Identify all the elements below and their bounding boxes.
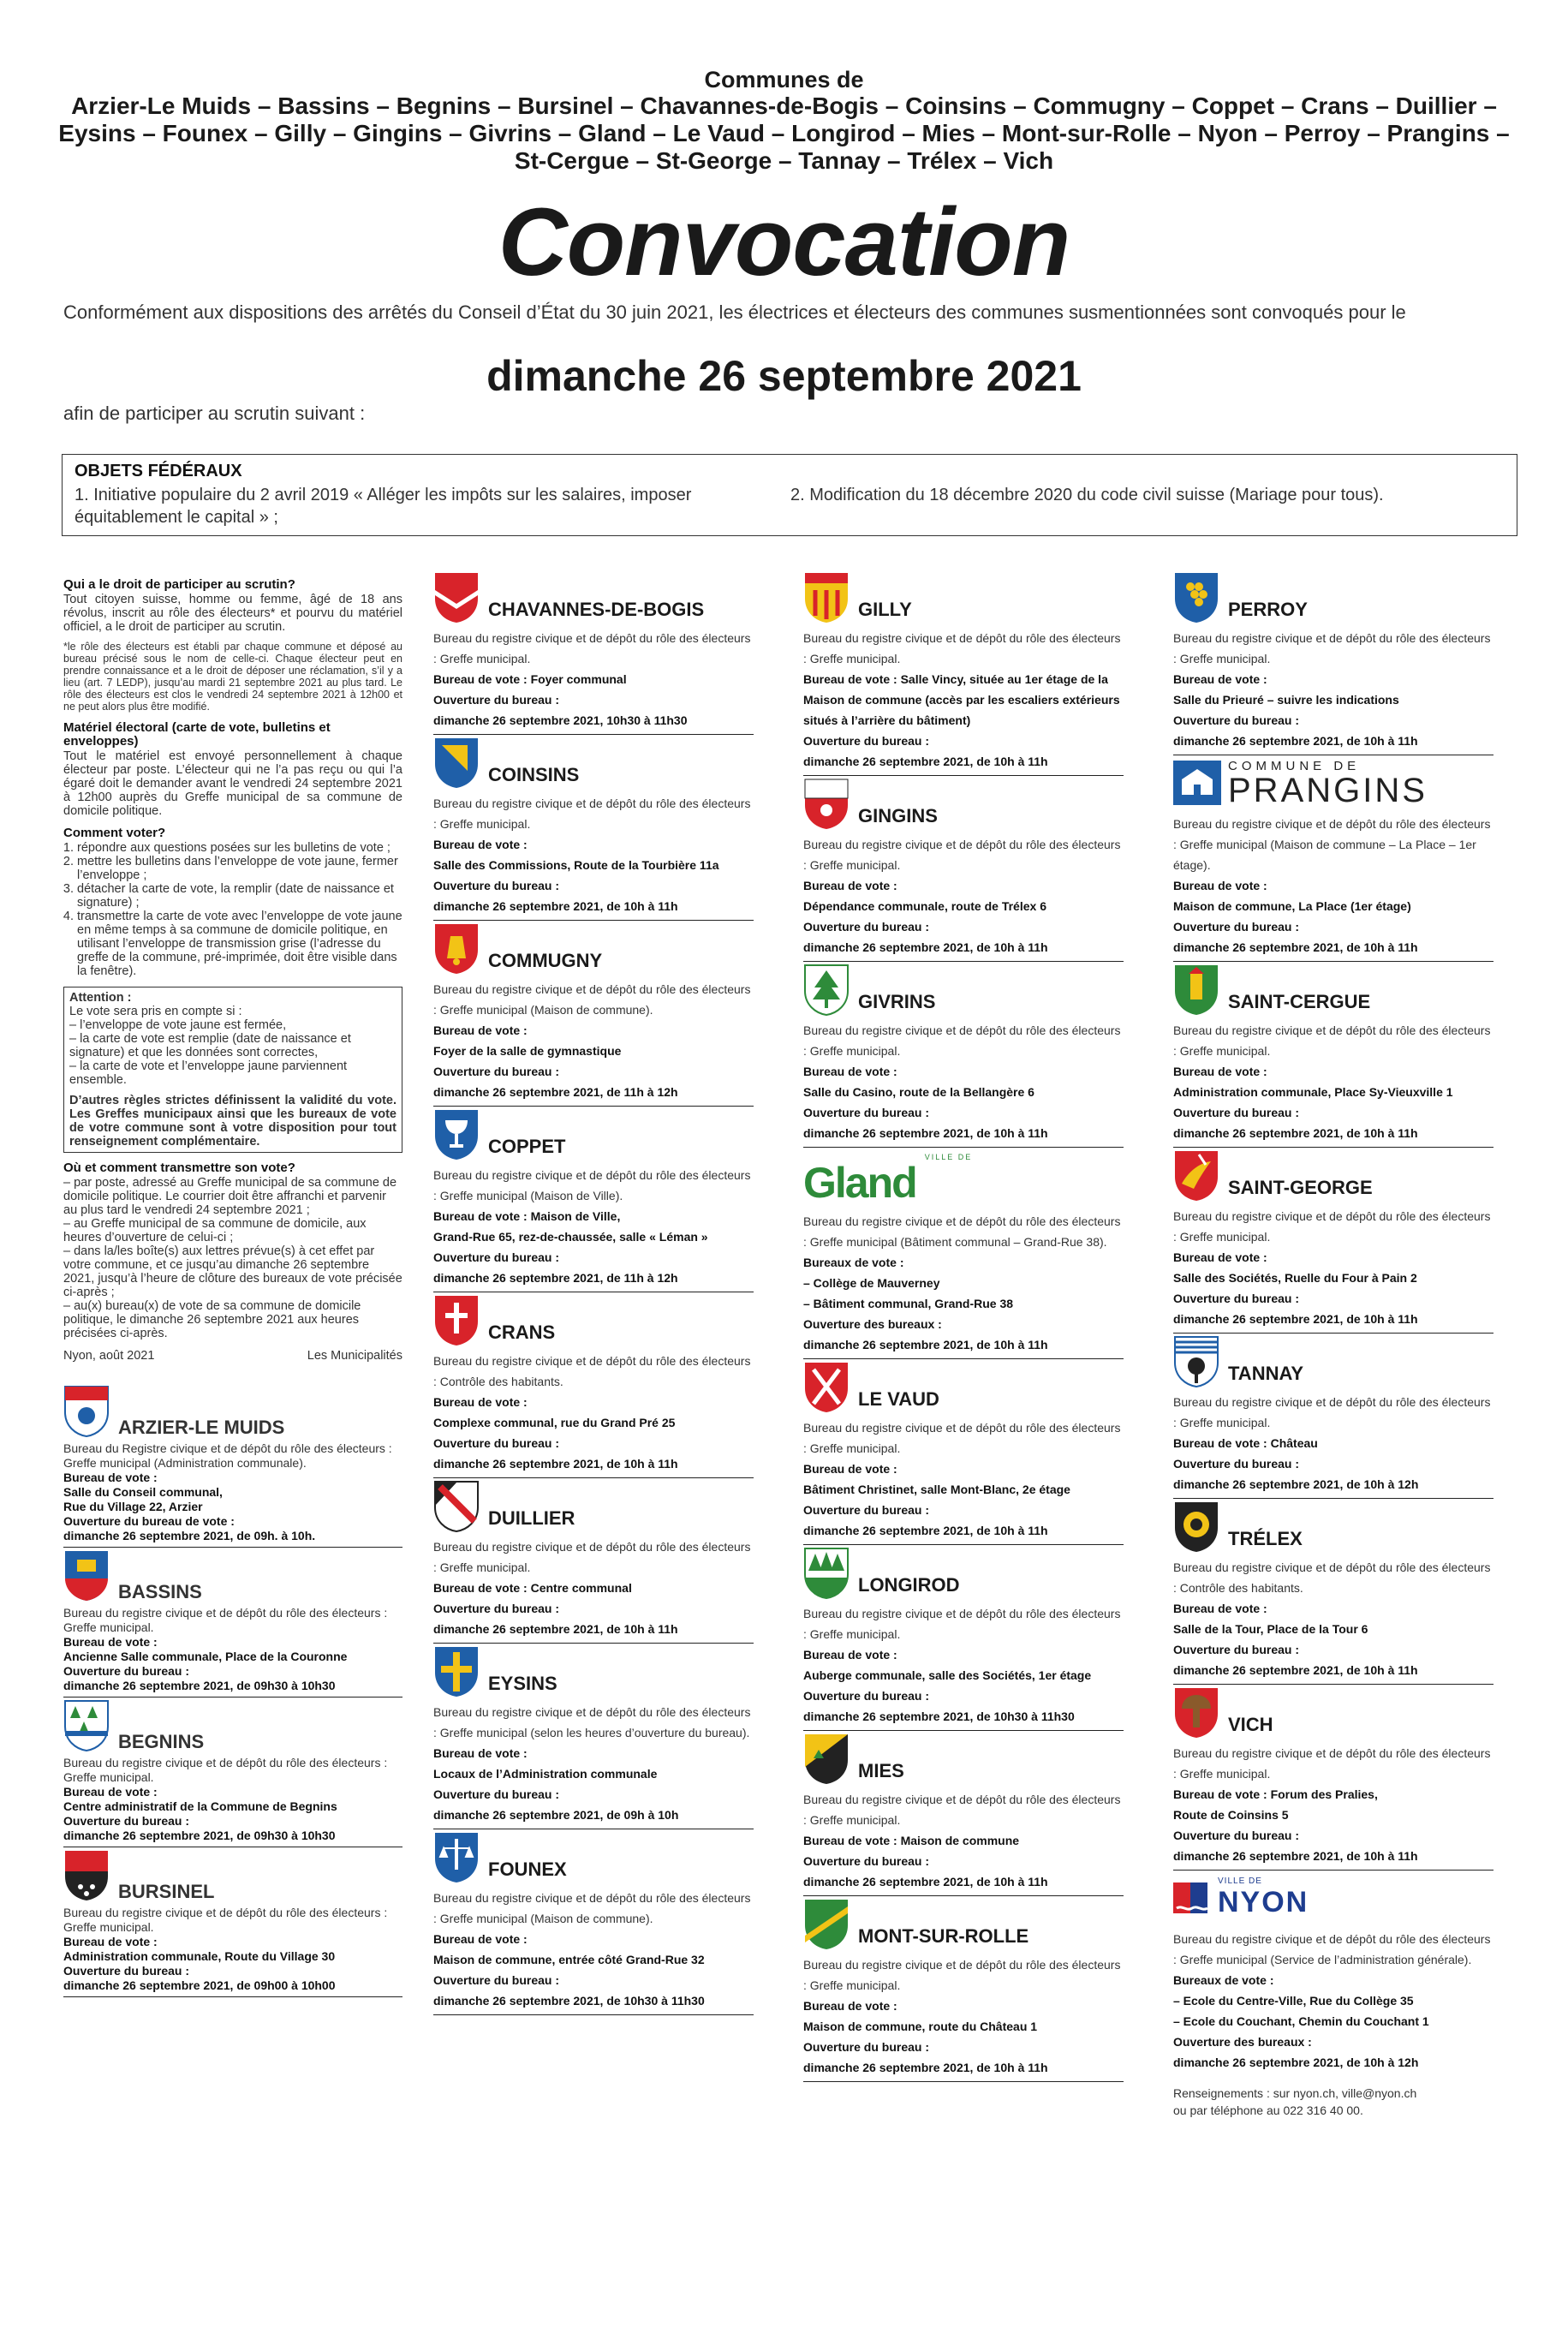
commune-line: dimanche 26 septembre 2021, de 10h30 à 11h30	[433, 1994, 705, 2008]
commune-name: LONGIROD	[858, 1574, 960, 1596]
commune-bassins	[63, 1548, 402, 1698]
commune-line: dimanche 26 septembre 2021, de 10h à 11h	[803, 940, 1048, 954]
commune-line: Ouverture du bureau :	[803, 1106, 930, 1119]
commune-name: DUILLIER	[488, 1507, 575, 1529]
commune-line: Bureau de vote :	[433, 1932, 528, 1946]
montsurrolle-crest-icon	[803, 1898, 850, 1951]
commune-name: CHAVANNES-DE-BOGIS	[488, 599, 705, 620]
commune-line: Ouverture du bureau :	[63, 1964, 190, 1978]
commugny-crest-icon	[433, 922, 480, 976]
commune-line: Administration communale, Place Sy-Vieuxville 1	[1173, 1085, 1453, 1099]
commune-line: Administration communale, Route du Village 30	[63, 1949, 336, 1963]
commune-line: Bureau de vote :	[1173, 1602, 1267, 1615]
commune-line: dimanche 26 septembre 2021, de 10h à 11h	[433, 899, 678, 913]
commune-line: Bureau de vote : Forum des Pralies,	[1173, 1787, 1378, 1801]
commune-line: Ouverture du bureau :	[433, 1602, 560, 1615]
commune-line: Bureau de vote :	[1173, 1250, 1267, 1264]
commune-chavannes	[433, 570, 754, 735]
column-3	[803, 570, 1124, 2082]
commune-commugny	[433, 921, 754, 1107]
commune-line: Ouverture du bureau :	[433, 1973, 560, 1987]
commune-name: COMMUGNY	[488, 950, 603, 971]
commune-line: dimanche 26 septembre 2021, de 11h à 12h	[433, 1271, 678, 1285]
commune-line: dimanche 26 septembre 2021, de 10h à 11h	[1173, 1312, 1418, 1326]
commune-name: TANNAY	[1228, 1363, 1304, 1384]
header-over: Communes de	[704, 67, 864, 92]
commune-line: Ouverture des bureaux :	[1173, 2035, 1312, 2049]
commune-name: MIES	[858, 1760, 904, 1781]
commune-line: Auberge communale, salle des Sociétés, 1er étage	[803, 1668, 1092, 1682]
commune-tannay	[1173, 1334, 1493, 1499]
vote-date: dimanche 26 septembre 2021	[486, 352, 1082, 400]
commune-mies	[803, 1731, 1124, 1896]
commune-montsurrolle	[803, 1896, 1124, 2082]
commune-prangins	[1173, 755, 1493, 962]
commune-line: Bureau du registre civique et de dépôt du rôle des électeurs : Contrôle des habitants.	[1173, 1560, 1491, 1595]
column-4	[1173, 570, 1493, 2122]
step-item: 3. détacher la carte de vote, la remplir (date de naissance et signature) ;	[77, 882, 402, 910]
commune-name: LE VAUD	[858, 1388, 939, 1410]
commune-line: Bureaux de vote :	[803, 1256, 904, 1269]
commune-saintcergue	[1173, 962, 1493, 1148]
commune-line: Ouverture du bureau de vote :	[63, 1514, 235, 1528]
commune-name: GINGINS	[858, 805, 938, 826]
commune-name: SAINT-GEORGE	[1228, 1177, 1373, 1198]
commune-line: Ouverture du bureau :	[1173, 920, 1300, 934]
nyon-logo-text: NYON	[1218, 1886, 1309, 1918]
step-item: 4. transmettre la carte de vote avec l’enveloppe de vote jaune en même temps à sa commune de domicile politique, en utilisant l’enveloppe de transmission grise (l’adresse du greffe de la commune, pré-imprimée, doit être visible dans la fenêtre).	[77, 910, 402, 978]
commune-line: Ouverture du bureau :	[63, 1664, 190, 1678]
commune-line: Bureau du Registre civique et de dépôt du rôle des électeurs : Greffe municipal (Administration communale).	[63, 1441, 392, 1470]
column-2	[433, 570, 754, 2015]
signature-line	[63, 1349, 402, 1363]
commune-line: Ouverture du bureau :	[1173, 1292, 1300, 1305]
commune-line: Ouverture du bureau :	[803, 1689, 930, 1703]
header	[0, 67, 1568, 175]
where-item: – au(x) bureau(x) de vote de sa commune de domicile politique, le dimanche 26 septembre 2021 aux heures précisées ci-après.	[63, 1299, 402, 1340]
commune-line: Bureau du registre civique et de dépôt du rôle des électeurs : Greffe municipal (Maison de commune).	[433, 982, 751, 1017]
levaud-crest-icon	[803, 1361, 850, 1414]
commune-line: Maison de commune, La Place (1er étage)	[1173, 899, 1411, 913]
signed-by: Les Municipalités	[307, 1349, 402, 1363]
commune-founex	[433, 1829, 754, 2015]
commune-line: Bureau de vote :	[803, 1462, 897, 1476]
federal-object-1: 1. Initiative populaire du 2 avril 2019 « Alléger les impôts sur les salaires, imposer équitablement le capital » ;	[75, 486, 692, 527]
attention-list	[69, 1018, 396, 1087]
begnins-crest-icon	[63, 1699, 110, 1752]
commune-line: Bureau du registre civique et de dépôt du rôle des électeurs : Greffe municipal.	[433, 797, 751, 831]
commune-line: Bureau de vote :	[1173, 672, 1267, 686]
saintgeorge-crest-icon	[1173, 1149, 1219, 1202]
commune-line: Ouverture du bureau :	[1173, 1106, 1300, 1119]
commune-line: Ouverture du bureau :	[1173, 1643, 1300, 1656]
commune-line: dimanche 26 septembre 2021, de 10h à 11h	[803, 1524, 1048, 1537]
commune-line: Bureau du registre civique et de dépôt du rôle des électeurs : Greffe municipal (Maison de commune – La Place – 1er étage).	[1173, 817, 1491, 872]
federal-heading: OBJETS FÉDÉRAUX	[75, 462, 242, 480]
commune-name: COPPET	[488, 1136, 566, 1157]
info-column	[63, 570, 402, 1997]
commune-line: dimanche 26 septembre 2021, 10h30 à 11h30	[433, 713, 688, 727]
commune-name: FOUNEX	[488, 1859, 567, 1880]
trelex-crest-icon	[1173, 1501, 1219, 1554]
commune-line: Ouverture du bureau :	[433, 693, 560, 707]
commune-line: Bureau du registre civique et de dépôt du rôle des électeurs : Greffe municipal.	[1173, 1746, 1491, 1781]
commune-line: Bureau du registre civique et de dépôt du rôle des électeurs : Contrôle des habitants.	[433, 1354, 751, 1388]
commune-line: Centre administratif de la Commune de Begnins	[63, 1799, 337, 1813]
commune-line: Ouverture du bureau :	[433, 1065, 560, 1078]
duillier-crest-icon	[433, 1480, 480, 1533]
commune-line: Ouverture du bureau :	[63, 1814, 190, 1828]
commune-line: Bureau de vote :	[433, 1023, 528, 1037]
commune-gilly	[803, 570, 1124, 776]
commune-line: Ancienne Salle communale, Place de la Couronne	[63, 1650, 348, 1663]
commune-vich	[1173, 1685, 1493, 1871]
commune-line: Bureau de vote : Château	[1173, 1436, 1318, 1450]
page-title: Convocation	[498, 188, 1070, 295]
commune-line: dimanche 26 septembre 2021, de 10h à 11h	[803, 1875, 1048, 1888]
commune-line: – Ecole du Couchant, Chemin du Couchant 1	[1173, 2014, 1429, 2028]
commune-line: Bureau du registre civique et de dépôt du rôle des électeurs : Greffe municipal (Bâtiment communal – Grand-Rue 38).	[803, 1214, 1121, 1249]
commune-line: Salle des Sociétés, Ruelle du Four à Pain 2	[1173, 1271, 1417, 1285]
info-q3: Comment voter?	[63, 826, 166, 840]
place-date: Nyon, août 2021	[63, 1349, 155, 1363]
commune-name: SAINT-CERGUE	[1228, 991, 1371, 1012]
where-item: – par poste, adressé au Greffe municipal de sa commune de domicile politique. Le courrier doit être affranchi et parvenir au plus tard le vendredi 24 septembre 2021 ;	[63, 1176, 402, 1217]
commune-name: BASSINS	[118, 1581, 202, 1602]
commune-line: dimanche 26 septembre 2021, de 10h à 11h	[803, 1338, 1048, 1351]
commune-line: dimanche 26 septembre 2021, de 09h. à 10h.	[63, 1529, 316, 1542]
commune-name: BEGNINS	[118, 1731, 205, 1752]
commune-line: dimanche 26 septembre 2021, de 10h à 11h	[803, 1126, 1048, 1140]
attention-item: – l’enveloppe de vote jaune est fermée,	[69, 1018, 396, 1032]
commune-line: Salle de la Tour, Place de la Tour 6	[1173, 1622, 1368, 1636]
commune-line: dimanche 26 septembre 2021, de 10h à 11h	[1173, 940, 1418, 954]
gingins-crest-icon	[803, 778, 850, 831]
commune-line: Ouverture du bureau :	[1173, 1457, 1300, 1471]
commune-line: Ouverture du bureau :	[433, 1436, 560, 1450]
commune-line: Ouverture du bureau :	[1173, 713, 1300, 727]
commune-name: GILLY	[858, 599, 912, 620]
nyon-logo-icon	[1173, 1879, 1211, 1917]
commune-line: Bureau du registre civique et de dépôt du rôle des électeurs : Greffe municipal (Maison de commune).	[433, 1891, 751, 1925]
step-item: 1. répondre aux questions posées sur les bulletins de vote ;	[77, 841, 402, 855]
commune-line: Complexe communal, rue du Grand Pré 25	[433, 1416, 676, 1429]
commune-line: Bureau du registre civique et de dépôt du rôle des électeurs : Greffe municipal (selon les heures d’ouverture du bureau).	[433, 1705, 751, 1739]
commune-line: Salle du Casino, route de la Bellangère 6	[803, 1085, 1034, 1099]
commune-line: Bureau de vote : Foyer communal	[433, 672, 627, 686]
commune-gingins	[803, 776, 1124, 962]
nyon-ville-label: VILLE DE	[1218, 1877, 1262, 1886]
commune-line: dimanche 26 septembre 2021, de 09h30 à 10h30	[63, 1679, 336, 1692]
info-p2: Tout le matériel est envoyé personnellement à chaque électeur par poste. L’électeur qui ne l’a pas reçu ou qui l’a égaré doit le demander avant le vendredi 24 septembre 2021 à 12h00 auprès du Greffe municipal de sa commune de domicile politique.	[63, 749, 402, 818]
commune-line: Bureau du registre civique et de dépôt du rôle des électeurs : Greffe municipal.	[1173, 1023, 1491, 1058]
commune-line: Bureau du registre civique et de dépôt du rôle des électeurs : Greffe municipal.	[803, 1793, 1121, 1827]
commune-gland	[803, 1148, 1124, 1359]
commune-name: EYSINS	[488, 1673, 557, 1694]
commune-line: Route de Coinsins 5	[1173, 1808, 1289, 1822]
commune-line: Foyer de la salle de gymnastique	[433, 1044, 622, 1058]
where-item: – dans la/les boîte(s) aux lettres prévue(s) à cet effet par votre commune, et ce jusqu’au dimanche 26 septembre 2021, jusqu’à l’heure de clôture des bureaux de vote précisée ci-après ;	[63, 1244, 402, 1299]
commune-nyon	[1173, 1871, 1493, 2122]
commune-name: CRANS	[488, 1322, 556, 1343]
commune-line: Grand-Rue 65, rez-de-chaussée, salle « Léman »	[433, 1230, 708, 1244]
commune-line: dimanche 26 septembre 2021, de 10h à 11h	[803, 755, 1048, 768]
commune-line: Bureau de vote :	[803, 1999, 897, 2013]
founex-crest-icon	[433, 1831, 480, 1884]
commune-line: Bureau de vote :	[1173, 879, 1267, 892]
commune-arzier	[63, 1383, 402, 1548]
commune-line: dimanche 26 septembre 2021, de 10h30 à 11h30	[803, 1709, 1075, 1723]
commune-line: Bureau du registre civique et de dépôt du rôle des électeurs : Greffe municipal.	[63, 1906, 388, 1934]
commune-line: Ouverture du bureau :	[433, 1250, 560, 1264]
commune-begnins	[63, 1698, 402, 1847]
federal-object-2: 2. Modification du 18 décembre 2020 du code civil suisse (Mariage pour tous).	[790, 486, 1384, 504]
prangins-logo-icon	[1173, 761, 1221, 805]
coppet-crest-icon	[433, 1108, 480, 1161]
attention-bold: D’autres règles strictes définissent la validité du vote. Les Greffes municipaux ainsi que les bureaux de vote de votre commune sont à votre disposition pour tout renseignement complémentaire.	[69, 1094, 396, 1149]
bursinel-crest-icon	[63, 1849, 110, 1902]
commune-saintgeorge	[1173, 1148, 1493, 1334]
commune-name: MONT-SUR-ROLLE	[858, 1925, 1029, 1947]
info-q1: Qui a le droit de participer au scrutin?	[63, 577, 295, 592]
attention-title: Attention :	[69, 991, 132, 1005]
gilly-crest-icon	[803, 571, 850, 624]
longirod-crest-icon	[803, 1547, 850, 1600]
steps-list	[63, 841, 402, 978]
commune-line: Bureau de vote : Maison de commune	[803, 1834, 1020, 1847]
commune-line: Bureau de vote :	[433, 1746, 528, 1760]
commune-line: dimanche 26 septembre 2021, de 10h à 11h	[1173, 1126, 1418, 1140]
commune-line: Bureau du registre civique et de dépôt du rôle des électeurs : Greffe municipal.	[1173, 1395, 1491, 1429]
commune-line: Bureau du registre civique et de dépôt du rôle des électeurs : Greffe municipal.	[63, 1606, 388, 1634]
gland-ville-label: VILLE DE	[924, 1153, 973, 1161]
commune-line: Dépendance communale, route de Trélex 6	[803, 899, 1046, 913]
commune-line: Bureau du registre civique et de dépôt du rôle des électeurs : Greffe municipal.	[1173, 1209, 1491, 1244]
tannay-crest-icon	[1173, 1335, 1219, 1388]
commune-line: Bureaux de vote :	[1173, 1973, 1274, 1987]
gland-logo: Gland	[803, 1159, 916, 1207]
commune-line: dimanche 26 septembre 2021, de 10h à 11h	[433, 1457, 678, 1471]
commune-line: Ouverture du bureau :	[803, 734, 930, 748]
commune-line: Bureau du registre civique et de dépôt du rôle des électeurs : Greffe municipal.	[433, 631, 751, 665]
commune-line: dimanche 26 septembre 2021, de 09h à 10h	[433, 1808, 679, 1822]
commune-line: Bureau de vote :	[803, 879, 897, 892]
attention-item: – la carte de vote et l’enveloppe jaune parviennent ensemble.	[69, 1059, 396, 1087]
arzier-crest-icon	[63, 1385, 110, 1438]
commune-name: COINSINS	[488, 764, 580, 785]
commune-name: ARZIER-LE MUIDS	[118, 1417, 285, 1438]
commune-name: TRÉLEX	[1228, 1528, 1303, 1549]
commune-line: Locaux de l’Administration communale	[433, 1767, 658, 1781]
commune-name: GIVRINS	[858, 991, 936, 1012]
commune-line: Bureau de vote :	[63, 1935, 158, 1948]
prangins-commune-label: COMMUNE DE	[1228, 758, 1361, 773]
attention-item: – la carte de vote est remplie (date de naissance et signature) et que les données sont correctes,	[69, 1032, 396, 1059]
commune-line: Salle du Prieuré – suivre les indications	[1173, 693, 1399, 707]
commune-line: dimanche 26 septembre 2021, de 10h à 11h	[1173, 1663, 1418, 1677]
commune-line: Bureau du registre civique et de dépôt du rôle des électeurs : Greffe municipal.	[803, 1607, 1121, 1641]
step-item: 2. mettre les bulletins dans l’enveloppe de vote jaune, fermer l’enveloppe ;	[77, 855, 402, 882]
commune-line: Ouverture du bureau :	[803, 920, 930, 934]
federal-objects-box	[62, 454, 1517, 536]
commune-line: Bureau du registre civique et de dépôt du rôle des électeurs : Greffe municipal.	[803, 838, 1121, 872]
commune-line: Bureau de vote :	[63, 1785, 158, 1799]
prangins-logo-text: PRANGINS	[1228, 771, 1428, 809]
commune-line: – Collège de Mauverney	[803, 1276, 940, 1290]
givrins-crest-icon	[803, 964, 850, 1017]
commune-line: Ouverture des bureaux :	[803, 1317, 942, 1331]
commune-line: Ouverture du bureau :	[803, 1503, 930, 1517]
commune-line: Salle des Commissions, Route de la Tourbière 11a	[433, 858, 719, 872]
commune-line: dimanche 26 septembre 2021, de 10h à 12h	[1173, 2056, 1419, 2069]
commune-line: dimanche 26 septembre 2021, de 09h30 à 10h30	[63, 1829, 336, 1842]
info-q2: Matériel électoral (carte de vote, bulletins et enveloppes)	[63, 720, 331, 749]
commune-line: dimanche 26 septembre 2021, de 10h à 11h	[1173, 734, 1418, 748]
commune-line: Bureau du registre civique et de dépôt du rôle des électeurs : Greffe municipal.	[803, 631, 1121, 665]
commune-line: dimanche 26 septembre 2021, de 10h à 12h	[1173, 1477, 1419, 1491]
afin-text: afin de participer au scrutin suivant :	[63, 403, 366, 424]
commune-line: Ouverture du bureau :	[803, 1854, 930, 1868]
commune-line: Bureau de vote : Maison de Ville,	[433, 1209, 621, 1223]
commune-bursinel	[63, 1847, 402, 1997]
nyon-info-2: ou par téléphone au 022 316 40 00.	[1173, 2103, 1363, 2117]
vich-crest-icon	[1173, 1686, 1219, 1739]
commune-eysins	[433, 1644, 754, 1829]
commune-line: Maison de commune, entrée côté Grand-Rue 32	[433, 1953, 705, 1966]
commune-line: Bureau de vote :	[433, 1395, 528, 1409]
commune-line: Bureau de vote : Centre communal	[433, 1581, 632, 1595]
intro-text: Conformément aux dispositions des arrêtés du Conseil d’État du 30 juin 2021, les électrices et électeurs des communes susmentionnées sont convoqués pour le	[63, 301, 1406, 323]
commune-line: Ouverture du bureau :	[433, 879, 560, 892]
commune-line: Bureau de vote :	[63, 1471, 158, 1484]
mies-crest-icon	[803, 1733, 850, 1786]
bassins-crest-icon	[63, 1549, 110, 1602]
perroy-crest-icon	[1173, 571, 1219, 624]
info-q4: Où et comment transmettre son vote?	[63, 1161, 295, 1175]
commune-line: Bureau de vote :	[433, 838, 528, 851]
commune-line: Ouverture du bureau :	[1173, 1829, 1300, 1842]
attention-intro: Le vote sera pris en compte si :	[69, 1005, 242, 1018]
where-item: – au Greffe municipal de sa commune de domicile, aux heures d’ouverture de celui-ci ;	[63, 1217, 402, 1244]
commune-line: Bureau du registre civique et de dépôt du rôle des électeurs : Greffe municipal (Maison de Ville).	[433, 1168, 751, 1202]
commune-line: Bureau du registre civique et de dépôt du rôle des électeurs : Greffe municipal.	[1173, 631, 1491, 665]
commune-name: VICH	[1228, 1714, 1273, 1735]
commune-line: Bureau du registre civique et de dépôt du rôle des électeurs : Greffe municipal.	[803, 1023, 1121, 1058]
communes-list: Arzier-Le Muids – Bassins – Begnins – Bursinel – Chavannes-de-Bogis – Coinsins – Commugny – Coppet – Crans – Duillier – Eysins – Founex – Gilly – Gingins – Givrins – Gland – Le Vaud – Longirod – Mies – Mont-sur-Rolle – Nyon – Perroy – Prangins – St-Cergue – St-George – Tannay – Trélex – Vich	[58, 92, 1510, 174]
commune-line: Bureau de vote :	[1173, 1065, 1267, 1078]
commune-line: Bâtiment Christinet, salle Mont-Blanc, 2e étage	[803, 1483, 1070, 1496]
commune-line: Bureau de vote : Salle Vincy, située au 1er étage de la Maison de commune (accès par les escaliers extérieurs situés à l’arrière du bâtiment)	[803, 672, 1120, 727]
eysins-crest-icon	[433, 1645, 480, 1698]
saintcergue-crest-icon	[1173, 964, 1219, 1017]
commune-name: PERROY	[1228, 599, 1308, 620]
coinsins-crest-icon	[433, 737, 480, 790]
commune-coppet	[433, 1107, 754, 1292]
commune-crans	[433, 1292, 754, 1478]
attention-box	[63, 987, 402, 1153]
commune-longirod	[803, 1545, 1124, 1731]
info-note: *le rôle des électeurs est établi par chaque commune et déposé au bureau précisé sous le nom de celle-ci. Chaque électeur peut en prendre connaissance et a le droit de déposer une réclamation, s’il y a lieu (art. 7 LEDP), jusqu’au mardi 21 septembre 2021 au plus tard. Le rôle des électeurs est clos le vendredi 24 septembre 2021 à 12h00 et ne peut alors plus être modifié.	[63, 641, 402, 713]
commune-line: dimanche 26 septembre 2021, de 10h à 11h	[803, 2061, 1048, 2074]
commune-trelex	[1173, 1499, 1493, 1685]
commune-line: dimanche 26 septembre 2021, de 10h à 11h	[1173, 1849, 1418, 1863]
commune-line: Bureau du registre civique et de dépôt du rôle des électeurs : Greffe municipal.	[803, 1421, 1121, 1455]
commune-line: Bureau du registre civique et de dépôt du rôle des électeurs : Greffe municipal (Service de l’administration générale).	[1173, 1932, 1491, 1966]
commune-coinsins	[433, 735, 754, 921]
where-list	[63, 1176, 402, 1340]
commune-line: – Ecole du Centre-Ville, Rue du Collège 35	[1173, 1994, 1414, 2008]
commune-line: dimanche 26 septembre 2021, de 09h00 à 10h00	[63, 1978, 336, 1992]
commune-line: Bureau de vote :	[803, 1648, 897, 1662]
info-p1: Tout citoyen suisse, homme ou femme, âgé de 18 ans révolus, inscrit au rôle des électeurs* et pourvu du matériel officiel, a le droit de participer au scrutin.	[63, 593, 402, 634]
commune-line: Ouverture du bureau :	[803, 2040, 930, 2054]
commune-line: dimanche 26 septembre 2021, de 11h à 12h	[433, 1085, 678, 1099]
commune-perroy	[1173, 570, 1493, 755]
commune-line: Bureau du registre civique et de dépôt du rôle des électeurs : Greffe municipal.	[63, 1756, 388, 1784]
chavannes-crest-icon	[433, 571, 480, 624]
commune-duillier	[433, 1478, 754, 1644]
commune-line: Bureau de vote :	[803, 1065, 897, 1078]
commune-line: Rue du Village 22, Arzier	[63, 1500, 203, 1513]
commune-line: – Bâtiment communal, Grand-Rue 38	[803, 1297, 1014, 1310]
crans-crest-icon	[433, 1294, 480, 1347]
commune-line: Bureau de vote :	[63, 1635, 158, 1649]
commune-line: Salle du Conseil communal,	[63, 1485, 223, 1499]
commune-line: Bureau du registre civique et de dépôt du rôle des électeurs : Greffe municipal.	[803, 1958, 1121, 1992]
commune-levaud	[803, 1359, 1124, 1545]
nyon-info-1: Renseignements : sur nyon.ch, ville@nyon.ch	[1173, 2086, 1417, 2100]
commune-line: Maison de commune, route du Château 1	[803, 2020, 1038, 2033]
commune-name: BURSINEL	[118, 1881, 215, 1902]
commune-line: Bureau du registre civique et de dépôt du rôle des électeurs : Greffe municipal.	[433, 1540, 751, 1574]
commune-line: dimanche 26 septembre 2021, de 10h à 11h	[433, 1622, 678, 1636]
commune-line: Ouverture du bureau :	[433, 1787, 560, 1801]
commune-givrins	[803, 962, 1124, 1148]
